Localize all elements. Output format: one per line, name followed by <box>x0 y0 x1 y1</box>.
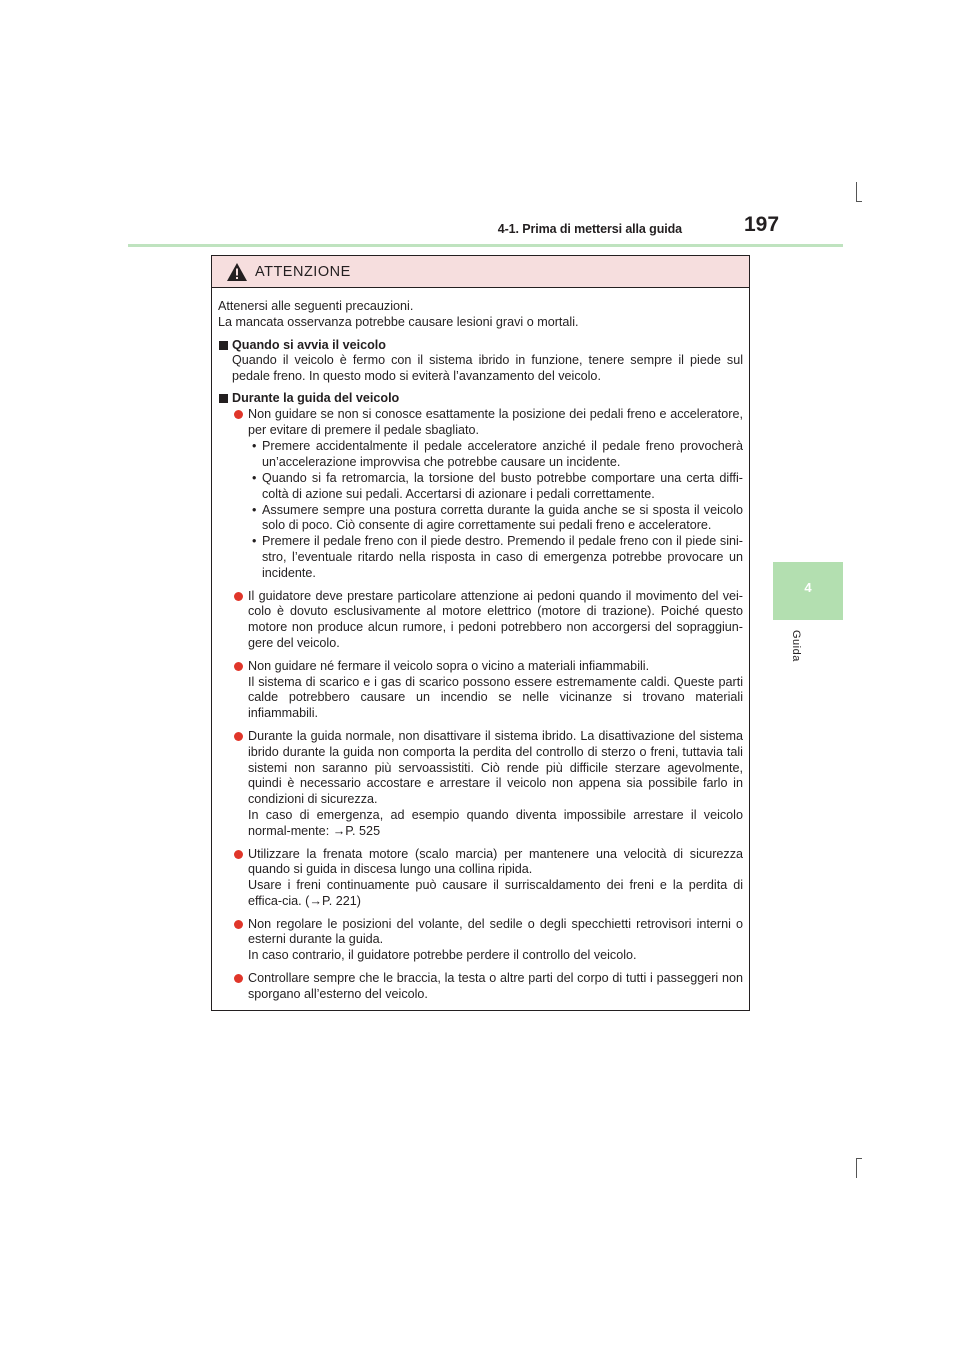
section-heading <box>218 391 743 407</box>
bullet-dot-icon <box>234 920 243 929</box>
bullet-text: Il sistema di scarico e i gas di scarico possono essere estremamente caldi. Queste parti calde potrebbero causare un incendio se nelle vicinanze si trovano materiali infiammabili. <box>248 674 743 721</box>
bullet-text: Usare i freni continuamente può causare il surriscaldamento dei freni e la perdita di effica-cia. (→P. 221) <box>248 878 743 908</box>
sub-text: Premere il pedale freno con il piede destro. Premendo il pedale freno con il piede sini-stro, l’eventuale ritardo nella risposta in caso di emergenza potrebbe provocare un incidente. <box>262 534 743 580</box>
bullet-text: In caso di emergenza, ad esempio quando diventa impossibile arrestare il veicolo normal-mente: →P. 525 <box>248 807 743 838</box>
chapter-label: Guida <box>790 630 802 662</box>
square-bullet-icon <box>219 394 228 403</box>
bullet-text: Il guidatore deve prestare particolare attenzione ai pedoni quando il movimento del vei-colo è dovuto esclusivamente al motore elettrico (motore di trazione). Poiché questo motore non produce alcun rumore, i pedoni potrebbero non accorgersi del sopraggiun-gere del veicolo. <box>248 588 743 650</box>
warning-triangle-icon <box>226 262 248 282</box>
bullet-dot-icon <box>234 662 243 671</box>
bullet-dot-icon <box>234 974 243 983</box>
sub-text: Premere accidentalmente il pedale acceleratore anziché il pedale freno provocherà un’accelerazione improvvisa che potrebbe causare un incidente. <box>262 439 743 470</box>
warning-body <box>212 288 749 1003</box>
page-number: 197 <box>744 213 780 236</box>
bullet-text: In caso contrario, il guidatore potrebbe perdere il controllo del veicolo. <box>248 948 637 963</box>
intro-line: Attenersi alle seguenti precauzioni. <box>218 299 414 313</box>
sub-item <box>218 534 743 581</box>
section-heading-text: Durante la guida del veicolo <box>232 390 400 405</box>
dot-marker: • <box>252 470 257 485</box>
bullet-item <box>218 659 743 722</box>
intro-line: La mancata osservanza potrebbe causare lesioni gravi o mortali. <box>218 314 579 329</box>
bullet-item <box>218 847 743 910</box>
header-rule <box>128 244 843 247</box>
section-heading <box>218 338 743 354</box>
page-header <box>0 0 960 250</box>
sub-list <box>218 439 743 581</box>
crop-mark <box>856 1158 862 1159</box>
section-heading-text: Quando si avvia il veicolo <box>232 337 386 352</box>
chapter-tab <box>773 562 843 620</box>
warning-header <box>212 256 749 288</box>
dot-marker: • <box>252 439 257 454</box>
crop-mark <box>856 1158 857 1178</box>
bullet-text: Non guidare se non si conosce esattamente la posizione dei pedali freno e acceleratore, per evitare di premere il pedale sbagliato. <box>248 406 743 437</box>
warning-box <box>211 255 750 1011</box>
bullet-text: Controllare sempre che le braccia, la testa o altre parti del corpo di tutti i passeggeri non sporgano all’esterno del veicolo. <box>248 971 743 1001</box>
bullet-item <box>218 729 743 840</box>
bullet-item <box>218 589 743 652</box>
bullet-item <box>218 917 743 964</box>
chapter-number: 4 <box>804 580 812 595</box>
square-bullet-icon <box>219 341 228 350</box>
section-text: Quando il veicolo è fermo con il sistema ibrido in funzione, tenere sempre il piede sul pedale freno. In questo modo si eviterà l’avanzamento del veicolo. <box>232 353 743 384</box>
dot-marker: • <box>252 502 257 517</box>
sub-item <box>218 503 743 535</box>
sub-text: Quando si fa retromarcia, la torsione del busto potrebbe comportare una certa diffi-coltà di azione sui pedali. Accertarsi di azionare i pedali correttamente. <box>262 470 743 501</box>
bullet-text: Non regolare le posizioni del volante, del sedile o degli specchietti retrovisori interni o esterni durante la guida. <box>248 916 743 947</box>
bullet-item <box>218 971 743 1003</box>
bullet-text: Non guidare né fermare il veicolo sopra o vicino a materiali infiammabili. <box>248 658 650 673</box>
section-title: 4-1. Prima di mettersi alla guida <box>497 222 682 236</box>
bullet-dot-icon <box>234 592 243 601</box>
sub-item <box>218 439 743 471</box>
sub-text: Assumere sempre una postura corretta durante la guida anche se si sposta il veicolo solo di poco. Ciò consente di agire correttamente sui pedali freno e acceleratore. <box>262 502 743 533</box>
bullet-text: Durante la guida normale, non disattivare il sistema ibrido. La disattivazione del sistema ibrido durante la guida non comporta la perdita del controllo di sterzo o freni, tuttavia tali sistemi non saranno più servoassistiti. Ciò rende più difficile sterzare agevolmente, quindi è necessario accostare e arrestare il veicolo non appena sia possibile farlo in condizioni di sicurezza. <box>248 728 743 807</box>
warning-intro <box>218 299 743 331</box>
warning-title: ATTENZIONE <box>255 264 351 280</box>
bullet-dot-icon <box>234 732 243 741</box>
dot-marker: • <box>252 534 257 549</box>
bullet-dot-icon <box>234 410 243 419</box>
bullet-dot-icon <box>234 850 243 859</box>
bullet-text: Utilizzare la frenata motore (scalo marcia) per mantenere una velocità di sicurezza quando si guida in discesa lungo una collina ripida. <box>248 846 743 877</box>
bullet-item <box>218 407 743 439</box>
sub-item <box>218 471 743 503</box>
